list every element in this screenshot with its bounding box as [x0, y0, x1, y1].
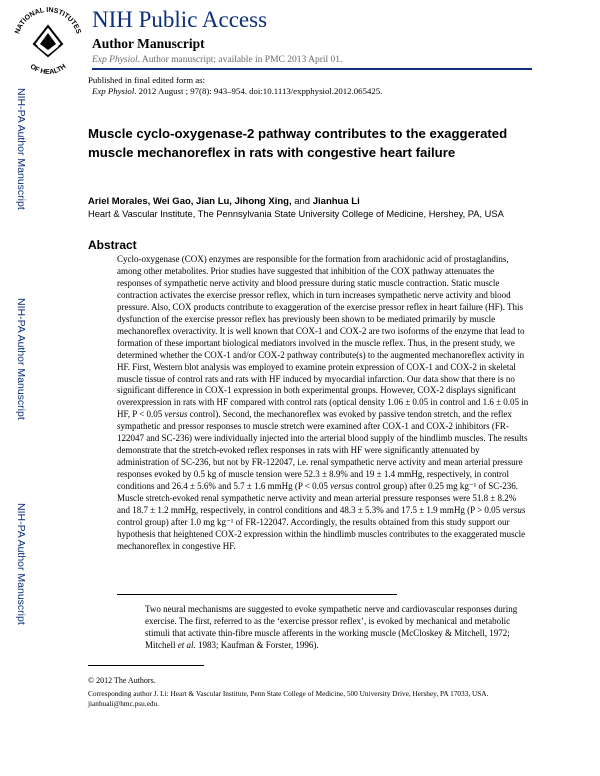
availability-text: . Author manuscript; available in PMC 2013 April 01. — [137, 55, 343, 65]
section-rule — [117, 594, 397, 595]
intro-text-b: 1983; Kaufman & Forster, 1996). — [195, 640, 319, 650]
corresponding-author: Corresponding author J. Li: Heart & Vascular Institute, Penn State College of Medicine, 500 University Drive, Hershey, PA 17033, USA. jianhuali@hmc.psu.edu. — [88, 689, 489, 708]
author-manuscript-label: Author Manuscript — [92, 36, 205, 51]
intro-paragraph — [145, 603, 535, 651]
svg-text:OF HEALTH — [29, 63, 68, 76]
copyright: © 2012 The Authors. — [88, 676, 156, 685]
svg-text:NATIONAL INSTITUTES — [14, 7, 82, 35]
header-rule — [92, 68, 532, 70]
logo-text-bottom: OF HEALTH — [28, 63, 68, 76]
logo-text-top: NATIONAL INSTITUTES — [14, 6, 82, 35]
published-in-label: Published in final edited form as: — [88, 75, 206, 85]
availability-note — [92, 55, 342, 65]
abstract-heading: Abstract — [88, 238, 137, 252]
intro-text-a: Two neural mechanisms are suggested to evoke sympathetic nerve and cardiovascular responses during exercise. The first, referred to as the ‘exercise pressor reflex’, is evoked by mechanical and metabolic stimuli that activate thin-fibre muscle afferents in the working muscle (McCloskey & Mitchell, 1972; Mitchell — [145, 604, 518, 650]
authors-and: and — [291, 196, 313, 207]
sidebar-label-2: NIH-PA Author Manuscript — [15, 298, 27, 420]
author-list — [88, 196, 360, 207]
abstract-part-4: control group) after 1.0 mg kg⁻¹ of FR-122047. Accordingly, the results obtained from this study support our hypothesis that heightened COX-2 expression within the hindlimb muscles contributes to the exaggerated muscle mechanoreflex in congestive HF. — [117, 516, 526, 551]
abstract-part-2: control). Second, the mechanoreflex was evoked by passive tendon stretch, and the reflex sympathetic and pressor responses to muscle stretch were examined after COX-1 and COX-2 inhibitors (FR-122047 and SC-236) were individually injected into the arterial blood supply of the hindlimb muscles. The results demonstrate that the stretch-evoked reflex responses in rats with HF were significantly attenuated by administration of SC-236, but not by FR-122047, i.e. renal sympathetic nerve activity and mean arterial pressure responses evoked by 0.5 kg of muscle tension were 52.3 ± 8.9% and 19 ± 1.4 mmHg, respectively, in control conditions and 26.4 ± 5.6% and 5.7 ± 1.6 mmHg (P < 0.05 — [117, 409, 528, 492]
citation — [92, 86, 382, 96]
authors-last: Jianhua Li — [312, 196, 360, 207]
abstract-body — [117, 254, 529, 553]
abstract-versus-3: versus — [502, 505, 526, 516]
abstract-versus-1: versus — [164, 409, 188, 420]
affiliation: Heart & Vascular Institute, The Pennsylvania State University College of Medicine, Hershey, PA, USA — [88, 209, 504, 219]
abstract-part-1: Cyclo-oxygenase (COX) enzymes are responsible for the formation from arachidonic acid of prostaglandins, among other metabolites. Prior studies have suggested that inhibition of the COX pathway attenuates the responses of sympathetic nerve activity and blood pressure during static muscle contraction. Static muscle contraction activates the exercise pressor reflex, which in turn increases sympathetic nerve activity and blood pressure. Also, COX products contribute to exaggeration of the exercise pressor reflex in heart failure (HF). This dysfunction of the exercise pressor reflex has previously been shown to be mediated primarily by muscle mechanoreflex overactivity. It is well known that COX-1 and COX-2 are two isoforms of the enzyme that lead to formation of these important biological mediators involved in the muscle reflex. Thus, in the present study, we determined whether the COX-1 and/or COX-2 pathway contribute(s) to the augmented mechanoreflex activity in HF. First, Western blot analysis was employed to examine protein expression of COX-1 and COX-2 in skeletal muscle tissue of control rats and rats with HF induced by myocardial infarction. Our data show that there is no significant difference in COX-1 expression in both experimental groups. However, COX-2 displays significant overexpression in rats with HF compared with control rats (optical density 1.06 ± 0.05 in control and 1.6 ± 0.05 in HF, P < 0.05 — [117, 254, 529, 420]
authors-main: Ariel Morales, Wei Gao, Jian Lu, Jihong Xing, — [88, 196, 292, 207]
nih-logo — [8, 6, 88, 76]
sidebar-label-1: NIH-PA Author Manuscript — [15, 88, 27, 210]
nih-public-access-title: NIH Public Access — [92, 7, 268, 32]
citation-journal: Exp Physiol — [92, 86, 135, 96]
abstract-versus-2: versus — [330, 481, 354, 492]
sidebar-label-3: NIH-PA Author Manuscript — [15, 503, 27, 625]
journal-abbrev: Exp Physiol — [92, 55, 138, 65]
article-title: Muscle cyclo-oxygenase-2 pathway contributes to the exaggerated muscle mechanoreflex in rats with congestive heart failure — [88, 126, 508, 160]
citation-details: . 2012 August ; 97(8): 943–954. doi:10.1113/expphysiol.2012.065425. — [134, 86, 383, 96]
intro-et-al: et al. — [177, 640, 196, 650]
footnote-rule — [88, 665, 204, 666]
abstract-part-3: control group) after 0.25 mg kg⁻¹ of SC-236. Muscle stretch-evoked renal sympathetic nerve activity and mean arterial pressure responses were 51.8 ± 8.2% and 18.7 ± 1.2 mmHg, respectively, in control conditions and 48.3 ± 5.3% and 17.5 ± 1.9 mmHg (P > 0.05 — [117, 481, 519, 516]
